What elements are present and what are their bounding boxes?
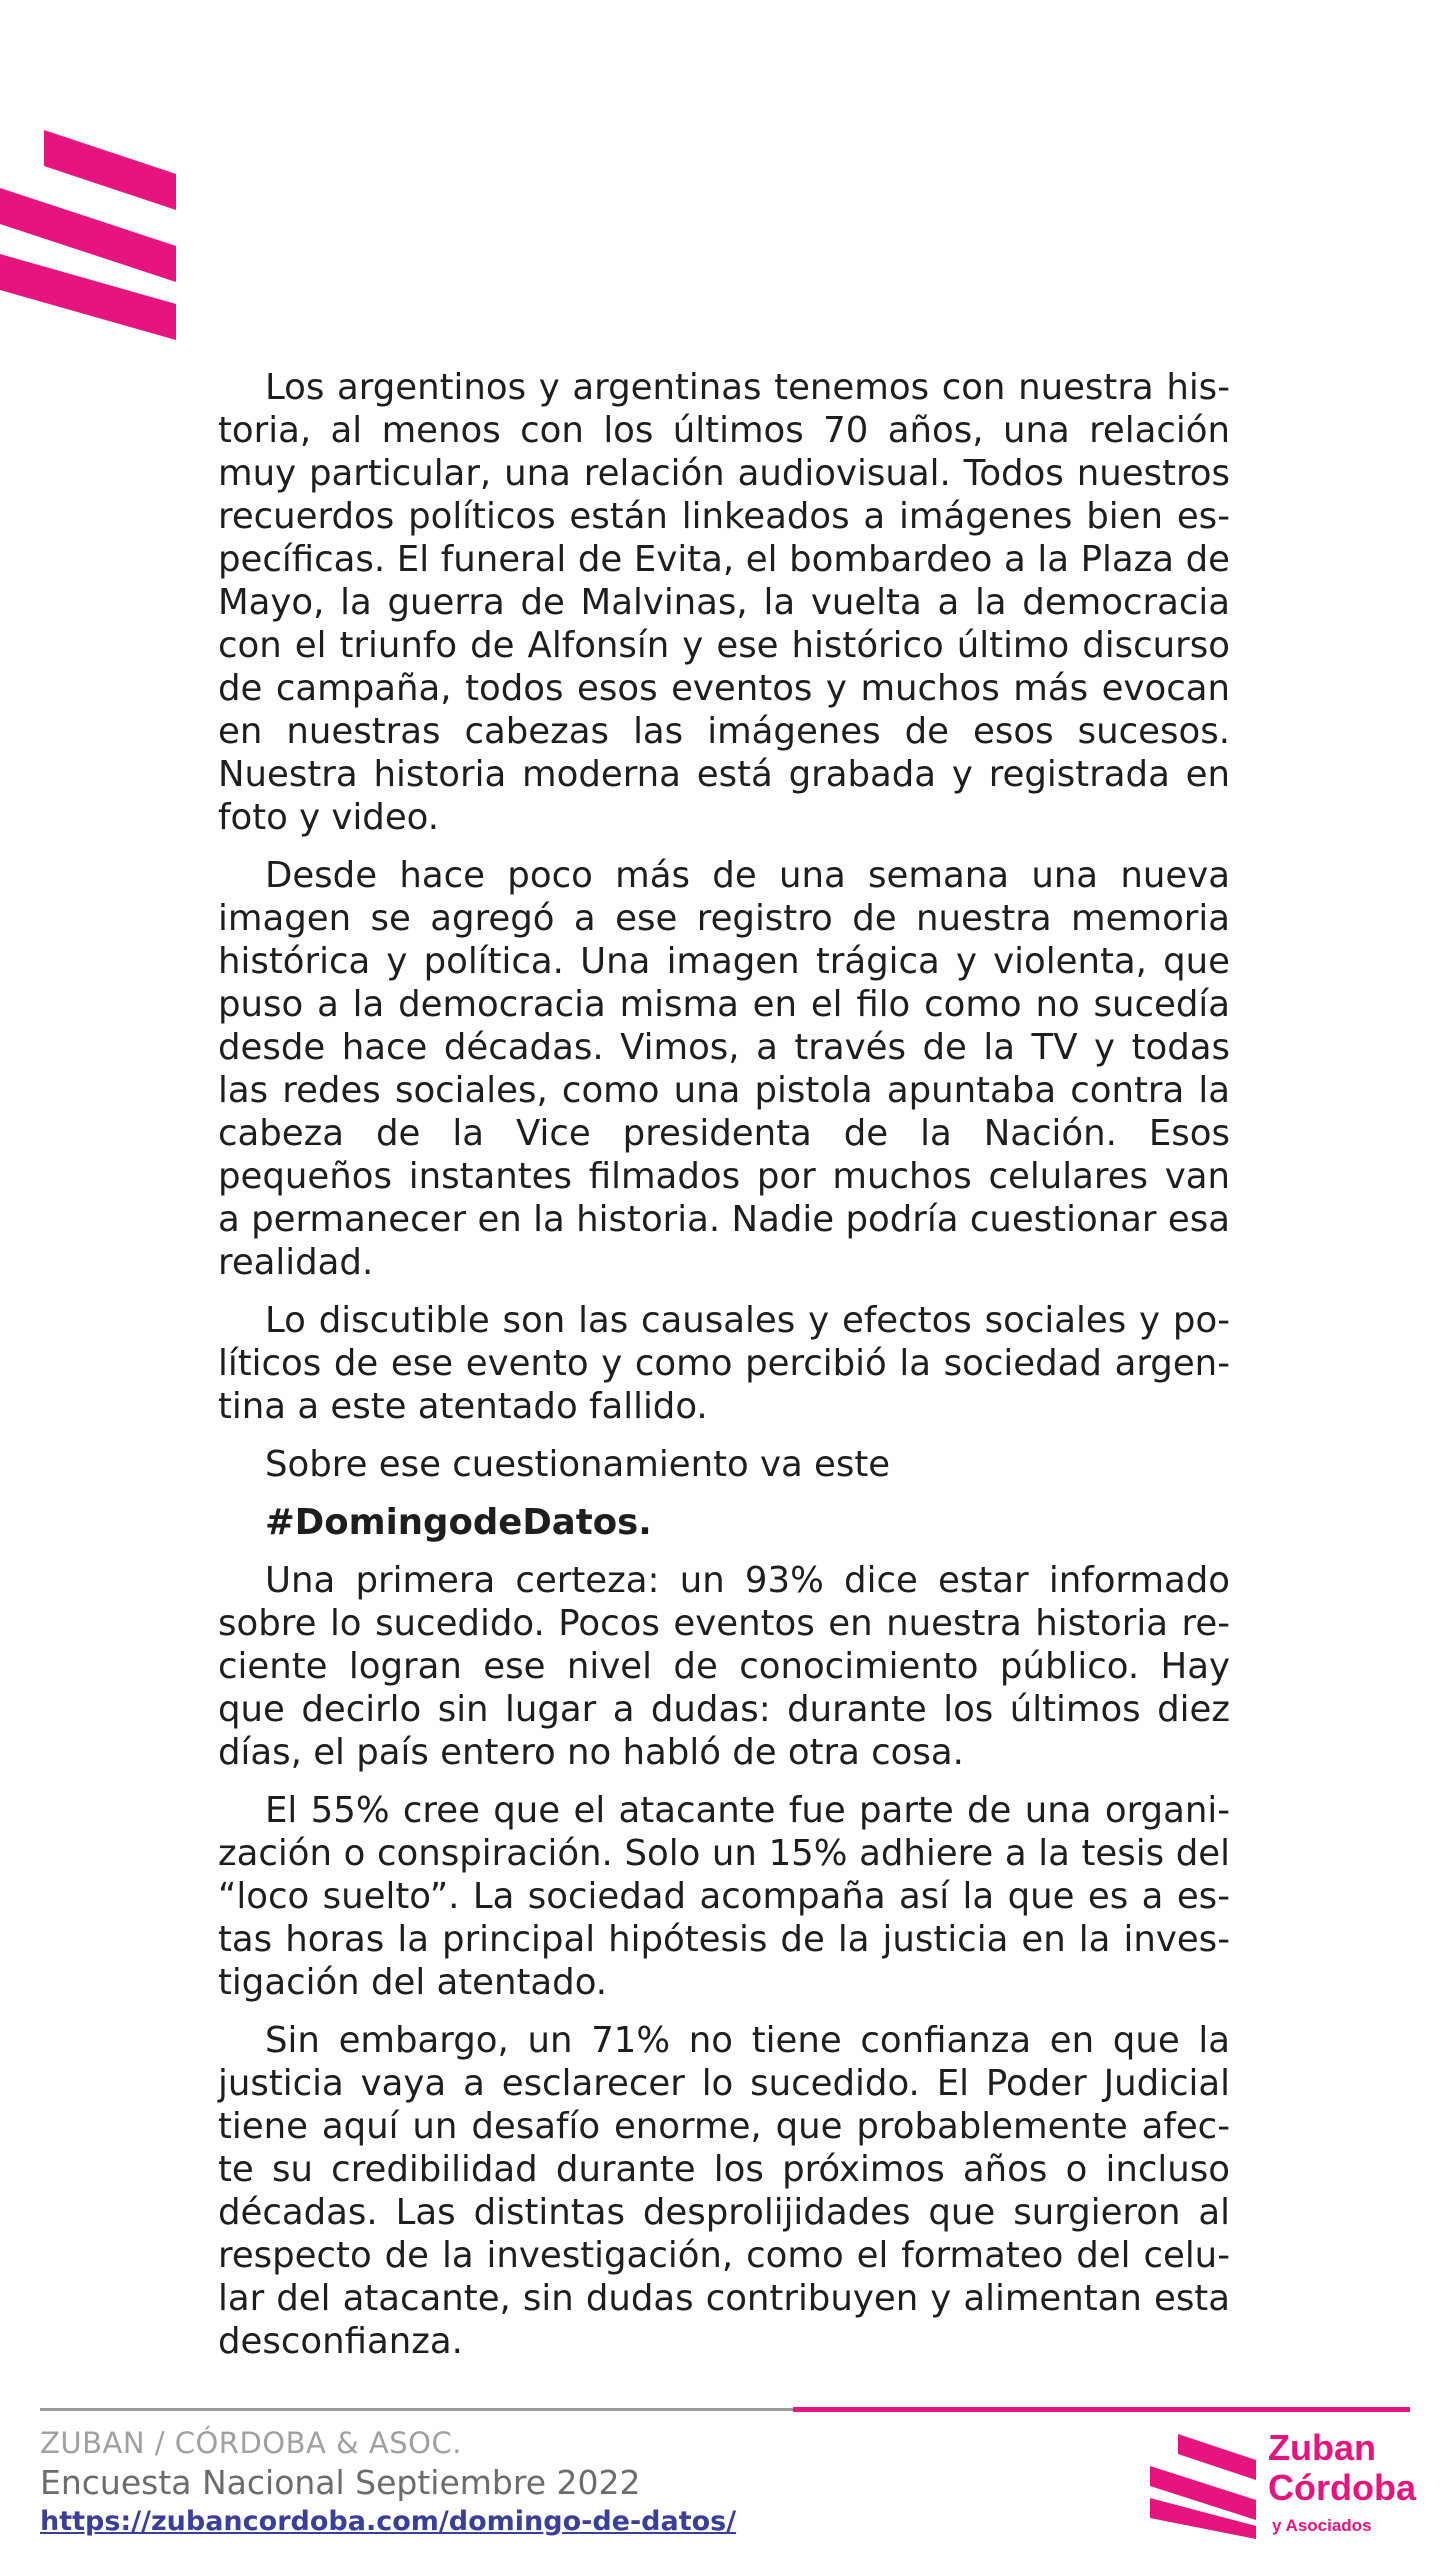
brand-name-line2: Córdoba (1268, 2467, 1416, 2508)
hashtag: #DomingodeDatos. (265, 1502, 652, 1543)
paragraph: Lo discutible son las causales y efectos sociales y políticos de ese evento y como percibió la sociedad argentina a este atentado fallido. (218, 1300, 1230, 1427)
stripes-mark-icon (1150, 2434, 1260, 2539)
footer-org: ZUBAN / CÓRDOBA & ASOC. (40, 2426, 462, 2460)
footer-accent-line (793, 2407, 1410, 2412)
paragraph: Sobre ese cuestionamiento va este (265, 1444, 891, 1485)
article-body (218, 366, 1230, 2378)
brand-subtitle: y Asociados (1272, 2516, 1372, 2535)
paragraph: Sin embargo, un 71% no tiene confianza en que la justicia vaya a esclarecer lo sucedido. El Poder Judicial tiene aquí un desafío enorme, que probablemente afecte su credibilidad durante los próximos años o incluso décadas. Las distintas desprolijidades que surgieron al respecto de la investigación, como el formateo del celular del atacante, sin dudas contribuyen y alimentan esta desconfianza. (218, 2020, 1230, 2362)
brand-logo (1150, 2428, 1430, 2546)
brand-name-line1: Zuban (1268, 2427, 1376, 2468)
stripes-mark-icon (0, 130, 180, 340)
paragraph: Una primera certeza: un 93% dice estar informado sobre lo sucedido. Pocos eventos en nuestra historia reciente logran ese nivel de conocimiento público. Hay que decirlo sin lugar a dudas: durante los últimos diez días, el país entero no habló de otra cosa. (218, 1560, 1230, 1773)
footer-survey-title: Encuesta Nacional Septiembre 2022 (40, 2463, 641, 2502)
paragraph: Los argentinos y argentinas tenemos con nuestra historia, al menos con los últimos 70 años, una relación muy particular, una relación audiovisual. Todos nuestros recuerdos políticos están linkeados a imágenes bien específicas. El funeral de Evita, el bombardeo a la Plaza de Mayo, la guerra de Malvinas, la vuelta a la democracia con el triunfo de Alfonsín y ese histórico último discurso de campaña, todos esos eventos y muchos más evocan en nuestras cabezas las imágenes de esos sucesos. Nuestra historia moderna está grabada y registrada en foto y video. (218, 367, 1230, 838)
brand-name (1268, 2427, 1416, 2508)
paragraph: Desde hace poco más de una semana una nueva imagen se agregó a ese registro de nuestra memoria histórica y política. Una imagen trágica y violenta, que puso a la democracia misma en el filo como no sucedía desde hace décadas. Vimos, a través de la TV y todas las redes sociales, como una pistola apuntaba contra la cabeza de la Vice presidenta de la Nación. Esos pequeños instantes filmados por muchos celulares van a permanecer en la historia. Nadie podría cuestionar esa realidad. (218, 855, 1230, 1283)
footer-link[interactable]: https://zubancordoba.com/domingo-de-datos/ (40, 2506, 737, 2537)
paragraph: El 55% cree que el atacante fue parte de una organización o conspiración. Solo un 15% adhiere a la tesis del “loco suelto”. La sociedad acompaña así la que es a estas horas la principal hipótesis de la justicia en la investigación del atentado. (218, 1790, 1230, 2003)
